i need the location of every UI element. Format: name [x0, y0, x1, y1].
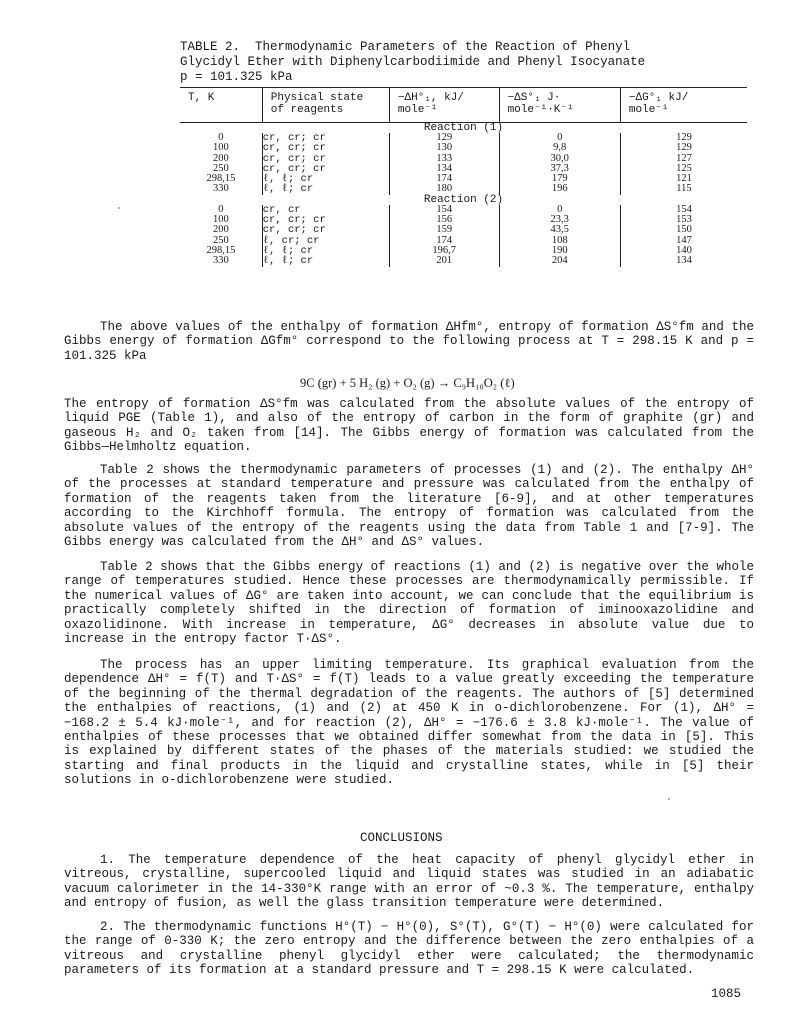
reaction-2-enthalpy: 154 156 159 174 196,7 201	[389, 205, 499, 267]
reaction-1-temperatures: 0 100 200 250 298,15 330	[206, 132, 236, 195]
reaction-2-label: Reaction (2)	[423, 193, 504, 206]
reaction-1-data	[180, 133, 747, 195]
table-header-row	[180, 88, 747, 123]
paragraph-formation: The above values of the enthalpy of formation ΔHfm°, entropy of formation ΔS°fm and the Gibbs energy of formation ΔGfm° correspond to the following process at T = 298.15 K and p = 101.325 kPa	[64, 320, 754, 363]
caption-line-3: p = 101.325 kPa	[180, 70, 293, 84]
reaction-2-gibbs: 154 153 150 147 140 134	[620, 205, 747, 267]
reaction-2-states: cr, cr cr, cr; cr cr, cr; cr ℓ, cr; cr ℓ, ℓ; cr ℓ, ℓ; cr	[262, 205, 389, 267]
conclusion-1: 1. The temperature dependence of the heat capacity of phenyl glycidyl ether in vitreous, crystalline, supercooled liquid and liquid states was studied in an adiabatic vacuum calorimeter in the 14-330°K range with an error of ~0.3 %. The temperature, enthalpy and entropy of fusion, as well the glass transition temperature were determined.	[64, 853, 754, 911]
page-number: 1085	[711, 987, 742, 1001]
paragraph-upper-limit: The process has an upper limiting temperature. Its graphical evaluation from the dependence ΔH° = f(T) and T·ΔS° = f(T) leads to a value greatly exceeding the temperature of the beginning of the thermal degradation of the reagents. The authors of [5] determined the enthalpies of reactions, (1) and (2) at 450 K in o-dichlorobenzene. For (1), ΔH° = −168.2 ± 5.4 kJ·mole⁻¹, and for reaction (2), ΔH° = −176.6 ± 3.8 kJ·mole⁻¹. The value of enthalpies of these processes that we obtained differ somewhat from the data in [5]. This is explained by different states of the phases of the materials studied: we studied the starting and final products in the liquid and crystalline states, while in [5] their solutions in o-dichlorobenzene were studied.	[64, 658, 754, 788]
header-entropy: −ΔS°₁ J· mole⁻¹·K⁻¹	[499, 88, 620, 123]
header-gibbs: −ΔG°₁ kJ/ mole⁻¹	[620, 88, 747, 123]
reaction-1-states: cr, cr; cr cr, cr; cr cr, cr; cr cr, cr; cr ℓ, ℓ; cr ℓ, ℓ; cr	[262, 133, 389, 195]
scan-speck	[668, 798, 670, 800]
conclusion-2: 2. The thermodynamic functions H°(T) − H°(0), S°(T), G°(T) − H°(0) were calculated for the range of 0-330 K; the zero entropy and the difference between the zero enthalpies of a vitreous and crystalline phenyl glycidyl ether were calculated; the thermodynamic parameters of its formation at a standard pressure and T = 298.15 K were calculated.	[64, 920, 754, 978]
header-temperature: T, K	[188, 92, 215, 104]
caption-line-2: Glycidyl Ether with Diphenylcarbodiimide and Phenyl Isocyanate	[180, 55, 646, 69]
table-caption	[180, 40, 660, 85]
formation-equation: 9C (gr) + 5 H₂ (g) + O₂ (g) → C₉H₁₀O₂ (ℓ)	[300, 376, 515, 390]
paragraph-table-2: Table 2 shows the thermodynamic parameters of processes (1) and (2). The enthalpy ΔH° of the processes at standard temperature and pressure was calculated from the enthalpy of formation of the reagents taken from the literature [6-9], and at other temperatures according to the Kirchhoff formula. The entropy of formation was calculated from the absolute values of the entropy of the reagents using the data from Table 1 and [7-9]. The Gibbs energy was calculated from the ΔH° and ΔS° values.	[64, 463, 754, 550]
reaction-1-label: Reaction (1)	[423, 122, 504, 134]
scan-speck	[118, 207, 120, 209]
thermodynamic-table	[180, 87, 747, 267]
paragraph-gibbs: Table 2 shows that the Gibbs energy of reactions (1) and (2) is negative over the whole range of temperatures studied. Hence these processes are thermodynamically permissible. If the numerical values of ΔG° are taken into account, we can conclude that the equilibrium is practically completely shifted in the direction of formation of iminooxazolidine and oxazolidinone. With increase in temperature, ΔG° decreases in absolute value due to increase in the entropy factor T·ΔS°.	[64, 560, 754, 647]
conclusions-heading: CONCLUSIONS	[360, 831, 443, 845]
caption-line-1: TABLE 2. Thermodynamic Parameters of the Reaction of Phenyl	[180, 40, 631, 54]
paragraph-entropy: The entropy of formation ΔS°fm was calculated from the absolute values of the entropy of liquid PGE (Table 1), and also of the entropy of carbon in the form of graphite (gr) and gaseous H₂ and O₂ taken from [14]. The Gibbs energy of formation was calculated from the Gibbs—Helmholtz equation.	[64, 397, 754, 455]
reaction-2-data	[180, 205, 747, 267]
reaction-2-entropy: 0 23,3 43,5 108 190 204	[499, 205, 620, 267]
reaction-1-entropy: 0 9,8 30,0 37,3 179 196	[499, 133, 620, 195]
header-physical-state: Physical state of reagents	[262, 88, 389, 123]
reaction-1-enthalpy: 129 130 133 134 174 180	[389, 133, 499, 195]
reaction-2-temperatures: 0 100 200 250 298,15 330	[206, 203, 236, 267]
reaction-1-gibbs: 129 129 127 125 121 115	[620, 133, 747, 195]
header-enthalpy: −ΔH°₁, kJ/ mole⁻¹	[389, 88, 499, 123]
